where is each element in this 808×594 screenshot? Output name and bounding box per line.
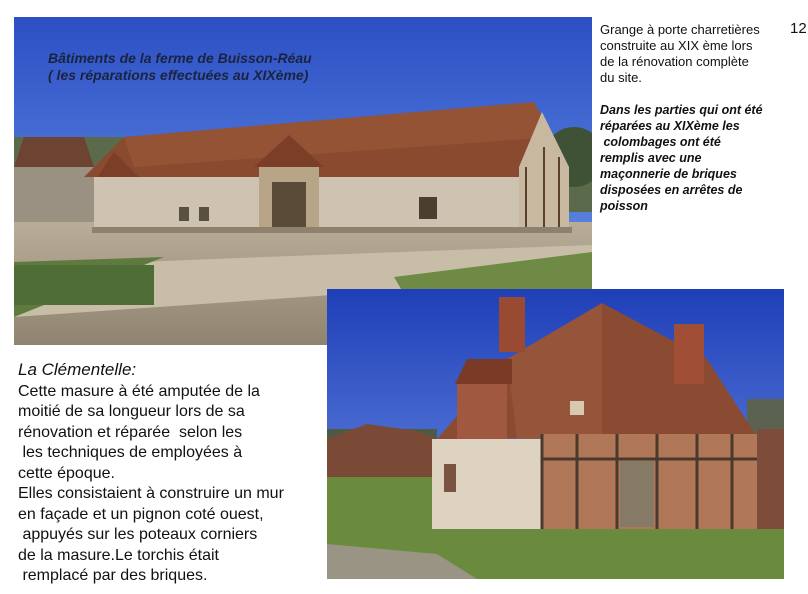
text-line: Elles consistaient à construire un mur	[18, 485, 284, 502]
caption-line: Bâtiments de la ferme de Buisson-Réau	[48, 50, 312, 66]
text-line: disposées en arrêtes de	[600, 183, 743, 197]
caption-line: ( les réparations effectuées au XIXème)	[48, 67, 309, 83]
section-title	[18, 360, 328, 381]
text-line: remplis avec une	[600, 151, 702, 165]
section-title-colon: :	[131, 360, 137, 379]
text-line: remplacé par des briques.	[18, 567, 208, 584]
text-line: réparées au XIXème les	[600, 119, 740, 133]
text-line: poisson	[600, 199, 648, 213]
section-title-text: La Clémentelle	[18, 360, 132, 379]
clementelle-description	[18, 360, 328, 587]
text-line: Grange à porte charretières	[600, 22, 760, 37]
top-photo-caption	[48, 50, 312, 84]
text-line: Dans les parties qui ont été	[600, 103, 763, 117]
text-line: maçonnerie de briques	[600, 167, 737, 181]
text-line: moitié de sa longueur lors de sa	[18, 403, 245, 420]
text-line: appuyés sur les poteaux corniers	[18, 526, 258, 543]
page-number: 12	[790, 20, 807, 37]
text-line: du site.	[600, 70, 642, 85]
clementelle-photo	[327, 289, 784, 579]
text-line: construite au XIX ème lors	[600, 38, 753, 53]
repair-note	[600, 102, 790, 214]
text-line: les techniques de employées à	[18, 444, 243, 461]
text-line: en façade et un pignon coté ouest,	[18, 505, 264, 523]
text-line: de la rénovation complète	[600, 54, 749, 69]
text-line: colombages ont été	[600, 135, 721, 149]
text-line: de la masure.Le torchis était	[18, 546, 219, 564]
text-line: Cette masure à été amputée de la	[18, 382, 260, 400]
barn-description	[600, 22, 790, 214]
text-line: cette époque.	[18, 464, 115, 482]
text-line: rénovation et réparée selon les	[18, 423, 243, 441]
